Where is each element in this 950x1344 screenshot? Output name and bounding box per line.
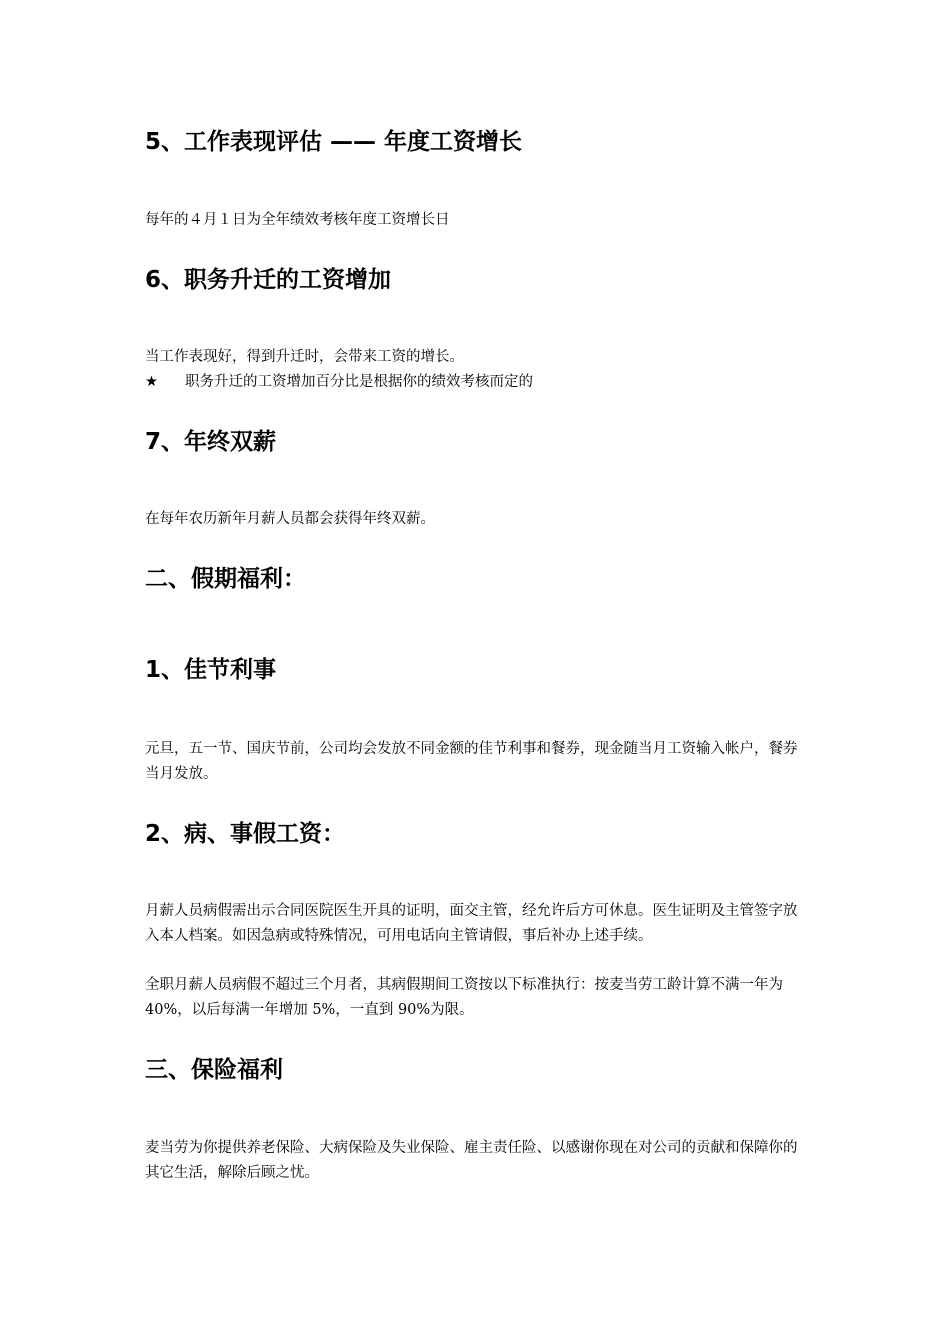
paragraph-sick-leave-procedure: 月薪人员病假需出示合同医院医生开具的证明，面交主管，经允许后方可休息。医生证明及主管签字放入本人档案。如因急病或特殊情况，可用电话向主管请假，事后补办上述手续。 <box>145 903 798 944</box>
paragraph-annual-raise-date: 每年的４月１日为全年绩效考核年度工资增长日 <box>145 212 450 228</box>
section-heading-year-end-bonus: 7、年终双薪 <box>145 429 277 455</box>
section-heading-holiday-benefits: 二、假期福利： <box>145 566 306 592</box>
section-heading-performance-review: 5、工作表现评估 —— 年度工资增长 <box>145 129 523 155</box>
paragraph-festival-bonus: 元旦，五一节、国庆节前，公司均会发放不同金额的佳节利事和餐券，现金随当月工资输入帐户，餐券当月发放。 <box>145 741 798 782</box>
paragraph-year-end-bonus: 在每年农历新年月薪人员都会获得年终双薪。 <box>145 511 435 527</box>
paragraph-promotion: 当工作表现好，得到升迁时，会带来工资的增长。 <box>145 349 464 365</box>
paragraph-insurance: 麦当劳为你提供养老保险、大病保险及失业保险、雇主责任险、以感谢你现在对公司的贡献和保障你的其它生活，解除后顾之忧。 <box>145 1140 798 1181</box>
section-heading-promotion-raise: 6、职务升迁的工资增加 <box>145 267 392 293</box>
section-heading-sick-leave-pay: 2、病、事假工资： <box>145 821 346 847</box>
bullet-text: 职务升迁的工资增加百分比是根据你的绩效考核而定的 <box>185 374 533 390</box>
section-heading-festival-bonus: 1、佳节利事 <box>145 657 277 683</box>
bullet-item <box>145 370 810 395</box>
section-heading-insurance-benefits: 三、保险福利 <box>145 1057 283 1083</box>
paragraph-sick-leave-pay-rate: 全职月薪人员病假不超过三个月者，其病假期间工资按以下标准执行：按麦当劳工龄计算不满一年为 40%，以后每满一年增加 5%，一直到 90%为限。 <box>145 977 783 1018</box>
star-icon: ★ <box>145 374 158 390</box>
